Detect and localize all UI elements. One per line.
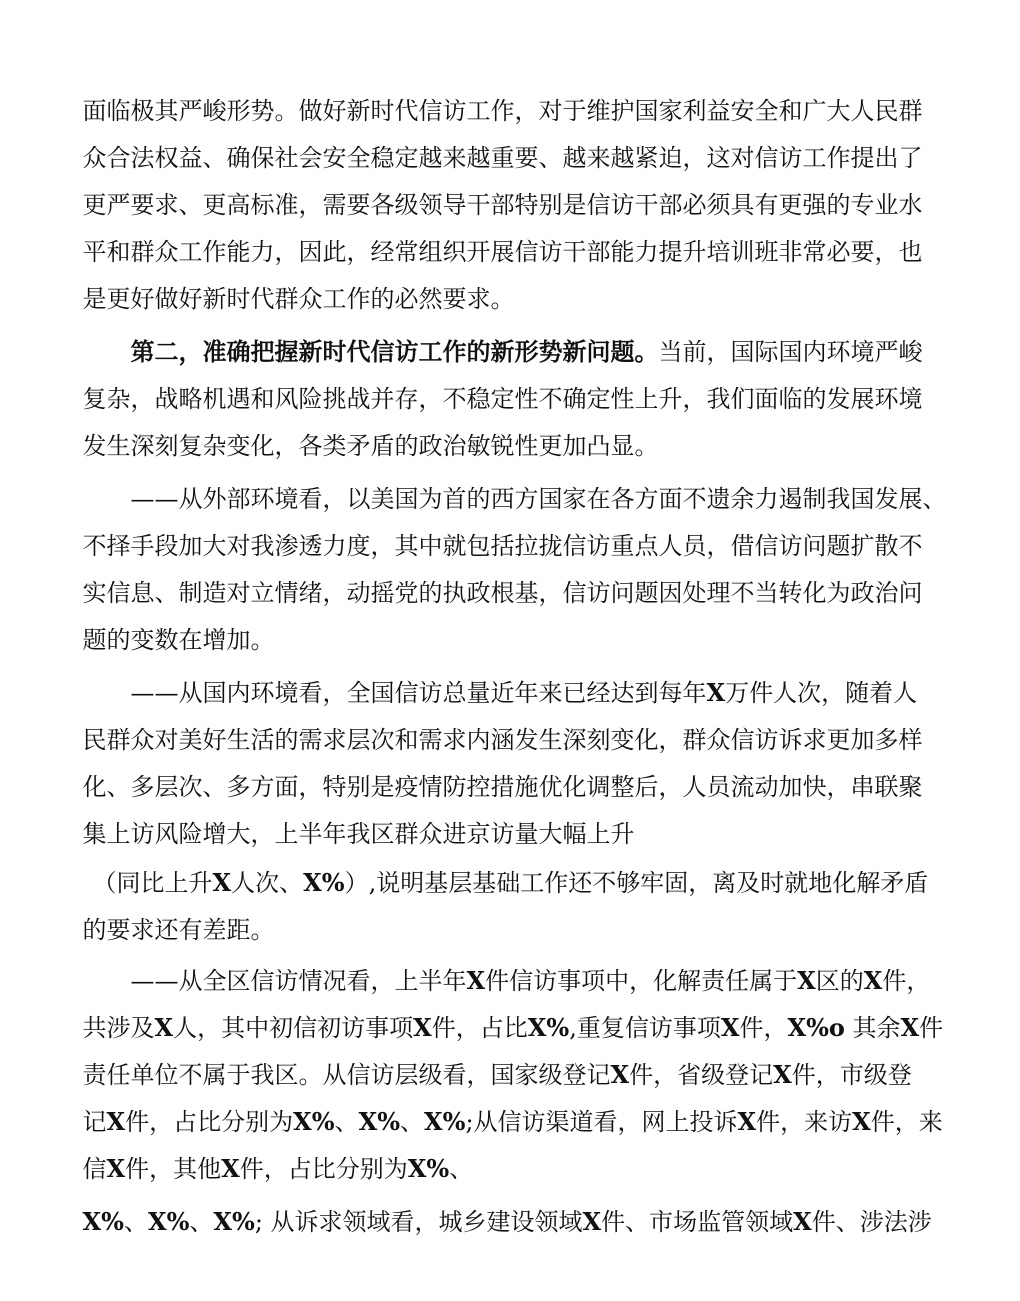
placeholder-value: X (221, 1154, 240, 1183)
text-run: 其余 (844, 1014, 901, 1042)
placeholder-value: X% (527, 1013, 570, 1042)
paragraph-line (52, 595, 972, 654)
text-run: 、 (189, 1208, 214, 1236)
placeholder-value: X (466, 966, 486, 995)
text-run: 件， (882, 967, 931, 995)
text-run: 平和群众工作能力，因此，经常组织开展信访干部能力提升培训班非常必要，也 (82, 238, 923, 266)
paragraph-line (52, 695, 972, 754)
placeholder-value: X% (424, 1107, 466, 1136)
text-run: 实信息、制造对立情绪，动摇党的执政根基，信访问题因处理不当转化为政治问 (82, 579, 923, 607)
placeholder-value: X (852, 1107, 871, 1136)
text-run: 化、多层次、多方面，特别是疫情防控措施优化调整后，人员流动加快，串联聚 (82, 773, 923, 801)
placeholder-value: X (413, 1013, 432, 1042)
text-run: ;从信访渠道看，网上投诉 (465, 1108, 738, 1136)
paragraph-line (52, 113, 972, 172)
paragraph-line (52, 254, 972, 313)
placeholder-value: X (106, 1154, 126, 1183)
paragraph-line (52, 983, 972, 1042)
placeholder-value: X (737, 1107, 757, 1136)
placeholder-value: X (154, 1013, 174, 1042)
paragraph-line (100, 648, 1020, 707)
placeholder-value: X% (213, 1207, 255, 1236)
placeholder-value: X% (407, 1154, 450, 1183)
text-run: 件，来 (870, 1108, 943, 1136)
paragraph-line (52, 501, 972, 560)
paragraph-line (100, 307, 1020, 366)
text-run: ——从国内环境看，全国信访总量近年来已经达到每年 (130, 679, 707, 707)
text-run: 面临极其严峻形势。做好新时代信访工作，对于维护国家利益安全和广大人民群 (82, 97, 923, 125)
text-run: 件，来访 (756, 1108, 853, 1136)
placeholder-value: X (797, 966, 816, 995)
text-run: 共涉及 (82, 1014, 155, 1042)
text-run: ; 从诉求领域看，城乡建设领域 (254, 1208, 583, 1236)
text-run: 件、涉法涉 (811, 1208, 932, 1236)
placeholder-value: X (793, 1207, 812, 1236)
text-run: 区的 (815, 967, 864, 995)
text-run: 发生深刻复杂变化，各类矛盾的政治敏锐性更加凸显。 (82, 432, 659, 460)
paragraph-line (52, 160, 972, 219)
placeholder-value: X (610, 1060, 630, 1089)
text-run: （同比上升 (92, 869, 213, 897)
text-run: 件，省级登记 (629, 1061, 774, 1089)
text-run: 件，占比分别为 (125, 1108, 294, 1136)
placeholder-value: X (900, 1013, 920, 1042)
text-run: 复杂，战略机遇和风险挑战并存，不稳定性不确定性上升，我们面临的发展环境 (82, 385, 923, 413)
text-run: ——从外部环境看，以美国为首的西方国家在各方面不遗余力遏制我国发展、 (130, 485, 947, 513)
text-run: 万件人次，随着人 (725, 679, 918, 707)
text-run: 、 (449, 1155, 474, 1183)
text-run: 、 (334, 1108, 359, 1136)
text-run: 众合法权益、确保社会安全稳定越来越重要、越来越紧迫，这对信访工作提出了 (82, 144, 923, 172)
text-run: 人，其中初信初访事项 (173, 1014, 414, 1042)
placeholder-value: X (706, 678, 726, 707)
paragraph-line (52, 401, 972, 460)
text-run: 件、市场监管领域 (601, 1208, 794, 1236)
text-run: 件 (919, 1014, 944, 1042)
paragraph-line (52, 1177, 972, 1236)
text-run: ——从全区信访情况看，上半年 (130, 967, 467, 995)
placeholder-value: X (720, 1013, 740, 1042)
placeholder-value: X% (358, 1107, 401, 1136)
placeholder-value: X%o (787, 1013, 845, 1042)
text-run: 人次、 (231, 869, 304, 897)
paragraph-line (62, 838, 982, 897)
text-run: 当前，国际国内环境严峻 (658, 338, 923, 366)
text-run: 的要求还有差距。 (82, 916, 275, 944)
placeholder-value: X% (82, 1207, 124, 1236)
text-run: 件， (739, 1014, 788, 1042)
placeholder-value: X% (147, 1207, 190, 1236)
text-run: 责任单位不属于我区。从信访层级看，国家级登记 (82, 1061, 611, 1089)
paragraph-line (52, 1077, 972, 1136)
paragraph-line (52, 354, 972, 413)
paragraph-line (52, 742, 972, 801)
text-run: 件，其他 (125, 1155, 222, 1183)
text-run: ,重复信访事项 (569, 1014, 721, 1042)
placeholder-value: X% (303, 868, 345, 897)
text-run: 题的变数在增加。 (82, 626, 275, 654)
paragraph-line (100, 454, 1020, 513)
paragraph-line (52, 1030, 972, 1089)
placeholder-value: X% (293, 1107, 335, 1136)
text-run: 更严要求、更高标准，需要各级领导干部特别是信访干部必须具有更强的专业水 (82, 191, 923, 219)
section-heading: 第二，准确把握新时代信访工作的新形势新问题。 (130, 337, 659, 366)
placeholder-value: X (582, 1207, 602, 1236)
text-run: 民群众对美好生活的需求层次和需求内涵发生深刻变化，群众信访诉求更加多样 (82, 726, 923, 754)
paragraph-line (52, 548, 972, 607)
paragraph-line (52, 789, 972, 848)
paragraph-line (52, 66, 972, 125)
text-run: 记 (82, 1108, 107, 1136)
text-run: 信 (82, 1155, 107, 1183)
text-run: 、 (400, 1108, 425, 1136)
paragraph-line (52, 885, 972, 944)
text-run: 集上访风险增大，上半年我区群众进京访量大幅上升 (82, 820, 635, 848)
placeholder-value: X (212, 868, 232, 897)
text-run: 件信访事项中，化解责任属于 (485, 967, 798, 995)
text-run: ）,说明基层基础工作还不够牢固，离及时就地化解矛盾 (344, 869, 929, 897)
placeholder-value: X (106, 1107, 126, 1136)
text-run: 件，占比分别为 (239, 1155, 408, 1183)
paragraph-line (52, 1124, 972, 1183)
text-run: 件，占比 (431, 1014, 528, 1042)
text-run: 是更好做好新时代群众工作的必然要求。 (82, 285, 515, 313)
text-run: 不择手段加大对我渗透力度，其中就包括拉拢信访重点人员，借信访问题扩散不 (82, 532, 923, 560)
text-run: 件，市级登 (791, 1061, 912, 1089)
placeholder-value: X (863, 966, 883, 995)
paragraph-line (52, 207, 972, 266)
text-run: 、 (123, 1208, 148, 1236)
placeholder-value: X (773, 1060, 792, 1089)
paragraph-line (100, 936, 1020, 995)
